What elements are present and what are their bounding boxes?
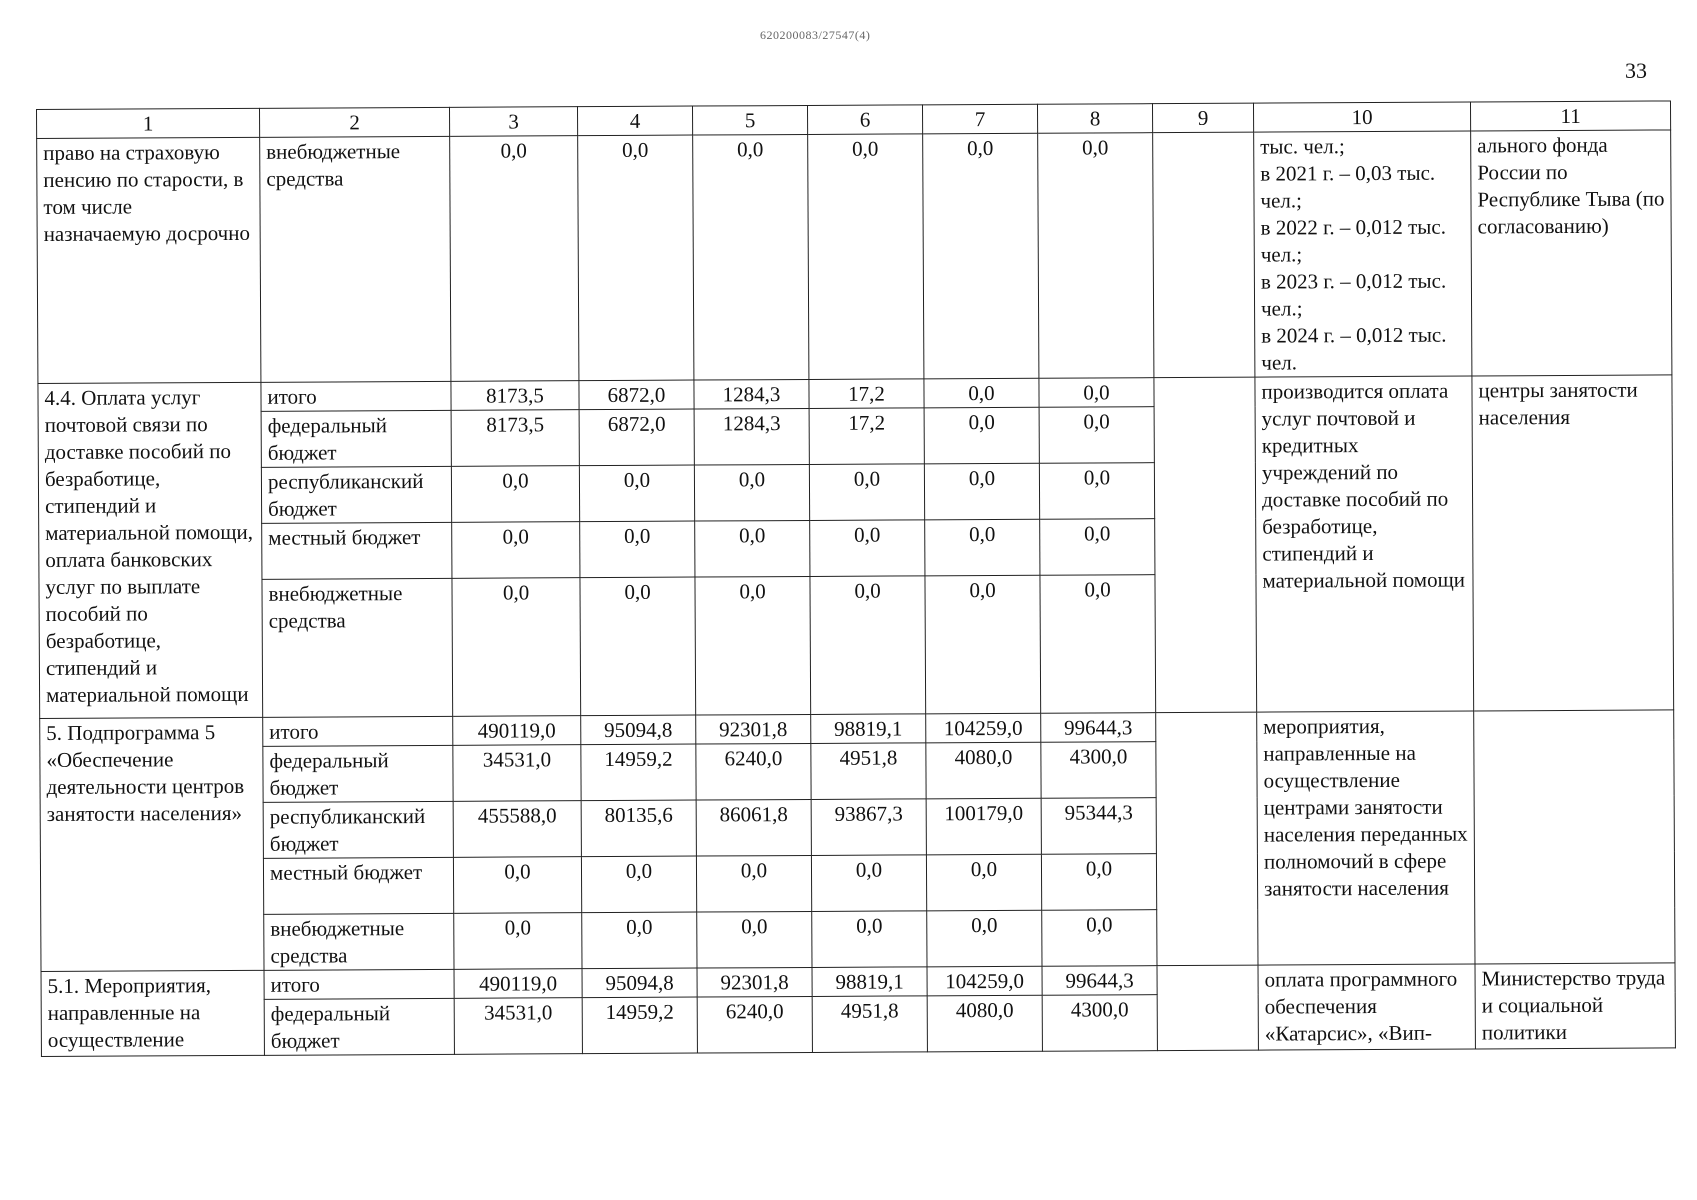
header-cell: 5: [692, 105, 807, 135]
value-cell: 14959,2: [582, 997, 697, 1054]
header-cell: 2: [259, 107, 449, 137]
value-cell: 0,0: [580, 521, 695, 578]
header-cell: 10: [1253, 102, 1470, 132]
funding-source: федеральный бюджет: [264, 998, 454, 1055]
value-cell: 17,2: [809, 408, 924, 465]
value-cell: 0,0: [808, 134, 924, 380]
funding-source: местный бюджет: [263, 857, 453, 914]
value-cell: 0,0: [579, 465, 694, 522]
value-cell: 1284,3: [694, 408, 809, 465]
value-cell: 0,0: [809, 464, 924, 521]
funding-source: республиканский бюджет: [261, 466, 451, 523]
value-cell: 98819,1: [812, 967, 927, 997]
value-cell: 0,0: [452, 522, 580, 579]
value-cell: 98819,1: [811, 714, 926, 744]
value-cell: 0,0: [454, 913, 582, 970]
funding-source: внебюджетные средства: [264, 913, 454, 970]
header-cell: 7: [922, 104, 1037, 134]
header-cell: 6: [807, 105, 922, 135]
value-cell: 80135,6: [581, 800, 696, 857]
funding-source: внебюджетные средства: [262, 578, 453, 717]
value-cell: 34531,0: [454, 998, 582, 1055]
value-cell: 4080,0: [927, 995, 1042, 1052]
empty-cell: [1153, 132, 1255, 378]
funding-source: республиканский бюджет: [263, 801, 453, 858]
value-cell: 0,0: [1042, 910, 1157, 967]
value-cell: 0,0: [695, 576, 811, 715]
value-cell: 0,0: [1039, 463, 1154, 520]
value-cell: 100179,0: [926, 798, 1041, 855]
value-cell: 0,0: [811, 855, 926, 912]
value-cell: 8173,5: [451, 410, 579, 467]
value-cell: 0,0: [578, 135, 694, 381]
value-cell: 0,0: [697, 911, 812, 968]
value-cell: 6872,0: [579, 380, 694, 410]
value-cell: 99644,3: [1041, 713, 1156, 743]
value-cell: 0,0: [812, 911, 927, 968]
expected-result: тыс. чел.; в 2021 г. – 0,03 тыс. чел.; в 2022 г. – 0,012 тыс. чел.; в 2023 г. – 0,012 тыс. чел.; в 2024 г. – 0,012 тыс. чел.: [1254, 131, 1472, 377]
value-cell: 0,0: [1040, 575, 1156, 714]
header-cell: 9: [1152, 103, 1253, 133]
executor: ального фонда России по Республике Тыва (по согласованию): [1471, 130, 1672, 376]
value-cell: 0,0: [581, 856, 696, 913]
funding-source: итого: [261, 381, 451, 411]
value-cell: 92301,8: [697, 967, 812, 997]
value-cell: 0,0: [694, 464, 809, 521]
value-cell: 99644,3: [1042, 966, 1157, 996]
activity-name: право на страховую пенсию по старости, в том числе назначаемую досрочно: [37, 137, 261, 383]
empty-cell: [1154, 377, 1257, 713]
value-cell: 0,0: [1040, 519, 1155, 576]
value-cell: 17,2: [809, 379, 924, 409]
value-cell: 95344,3: [1041, 798, 1156, 855]
executor: [1474, 710, 1675, 964]
header-cell: 1: [37, 108, 260, 138]
document-id: 620200083/27547(4): [760, 28, 871, 42]
funding-source: местный бюджет: [262, 522, 452, 579]
value-cell: 95094,8: [581, 715, 696, 745]
value-cell: 4951,8: [811, 743, 926, 800]
value-cell: 0,0: [582, 912, 697, 969]
value-cell: 0,0: [452, 578, 581, 717]
value-cell: 0,0: [923, 133, 1039, 379]
value-cell: 92301,8: [696, 714, 811, 744]
value-cell: 0,0: [695, 520, 810, 577]
funding-source: федеральный бюджет: [263, 745, 453, 802]
value-cell: 0,0: [926, 854, 1041, 911]
value-cell: 34531,0: [453, 745, 581, 802]
value-cell: 14959,2: [581, 744, 696, 801]
value-cell: 490119,0: [453, 716, 581, 746]
value-cell: 455588,0: [453, 801, 581, 858]
value-cell: 0,0: [1039, 378, 1154, 408]
value-cell: 0,0: [580, 577, 696, 716]
program-table: [36, 100, 1676, 1057]
value-cell: 490119,0: [454, 969, 582, 999]
empty-cell: [1156, 712, 1258, 966]
funding-source: итого: [264, 969, 454, 999]
empty-cell: [1157, 965, 1258, 1051]
header-cell: 11: [1470, 101, 1670, 131]
value-cell: 8173,5: [451, 381, 579, 411]
value-cell: 0,0: [927, 910, 1042, 967]
value-cell: 4300,0: [1041, 742, 1156, 799]
value-cell: 0,0: [696, 855, 811, 912]
expected-result: мероприятия, направленные на осуществление центрами занятости населения переданных полномочий в сфере занятости населения: [1257, 711, 1475, 965]
table-row: [37, 130, 1672, 384]
value-cell: 4300,0: [1042, 995, 1157, 1052]
value-cell: 0,0: [810, 576, 926, 715]
value-cell: 104259,0: [926, 713, 1041, 743]
header-cell: 3: [449, 107, 577, 137]
value-cell: 4080,0: [926, 742, 1041, 799]
value-cell: 6872,0: [579, 409, 694, 466]
activity-name: 5. Подпрограмма 5 «Обеспечение деятельности центров занятости населения»: [40, 717, 264, 971]
value-cell: 6240,0: [697, 996, 812, 1053]
value-cell: 0,0: [453, 857, 581, 914]
value-cell: 104259,0: [927, 966, 1042, 996]
value-cell: 4951,8: [812, 996, 927, 1053]
activity-name: 5.1. Мероприятия, направленные на осуществление: [41, 970, 264, 1056]
expected-result: оплата программного обеспечения «Катарсис», «Вип-: [1258, 964, 1475, 1050]
value-cell: 0,0: [925, 575, 1041, 714]
value-cell: 86061,8: [696, 799, 811, 856]
value-cell: 0,0: [451, 466, 579, 523]
value-cell: 0,0: [450, 136, 579, 382]
value-cell: 0,0: [1038, 133, 1154, 379]
value-cell: 0,0: [924, 463, 1039, 520]
value-cell: 93867,3: [811, 799, 926, 856]
header-cell: 4: [577, 106, 692, 136]
page-number: 33: [1625, 58, 1647, 83]
value-cell: 95094,8: [582, 968, 697, 998]
executor: Министерство труда и социальной политики: [1475, 963, 1675, 1049]
value-cell: 0,0: [1039, 407, 1154, 464]
value-cell: 0,0: [925, 519, 1040, 576]
value-cell: 0,0: [1041, 854, 1156, 911]
value-cell: 0,0: [924, 407, 1039, 464]
funding-source: внебюджетные средства: [260, 136, 451, 382]
expected-result: производится оплата услуг почтовой и кредитных учреждений по доставке пособий по безработице, стипендий и материальной помощи: [1255, 376, 1474, 712]
funding-source: федеральный бюджет: [261, 410, 451, 467]
value-cell: 1284,3: [694, 379, 809, 409]
value-cell: 6240,0: [696, 743, 811, 800]
activity-name: 4.4. Оплата услуг почтовой связи по доставке пособий по безработице, стипендий и материальной помощи, оплата банковских услуг по выплате пособий по безработице, стипендий и материальной помощи: [38, 382, 263, 718]
executor: центры занятости населения: [1472, 375, 1674, 711]
value-cell: 0,0: [924, 378, 1039, 408]
funding-source: итого: [263, 716, 453, 746]
value-cell: 0,0: [810, 520, 925, 577]
value-cell: 0,0: [693, 134, 809, 380]
header-cell: 8: [1037, 104, 1152, 134]
